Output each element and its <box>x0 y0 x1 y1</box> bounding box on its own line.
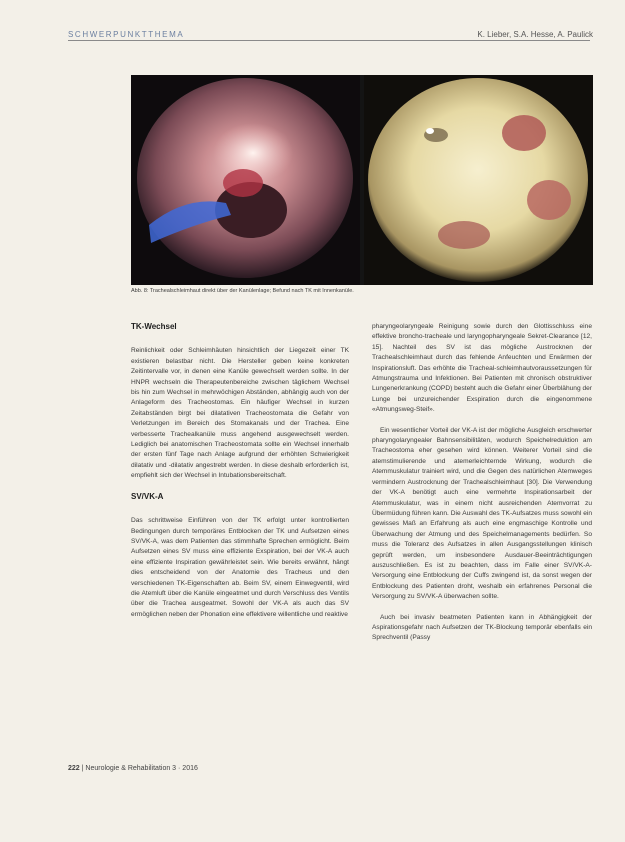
paragraph: pharyngeolaryngeale Reinigung sowie durch den Glottisschluss eine effektive broncho-tracheale und laryngopharyngeale Sekret-Clearance [12, 15]. Nachteil des SV ist das mögliche Austrocknen der Trachealschleimhaut durch das fehlende Anfeuchten und Erwärmen der Inspirationsluft. Das erhöhte die Tracheal-schleimhautvoraussetzungen für Atmungstrauma und Infektionen. Bei Patienten mit chronisch obstruktiver Lungenerkrankung (COPD) besteht auch die Gefahr einer Überblähung der Lunge bei unzureichender Exspiration durch die eingenommene «Atmungsweg-Steif». <box>372 323 592 414</box>
paragraph: Das schrittweise Einführen von der TK erfolgt unter kontrollierten Bedingungen durch temporäres Entblocken der TK und Aufsetzen eines SV/VK-A, was dem Patienten das stimmhafte Sprechen ermöglicht. Beim Aufsetzen eines SV muss eine effiziente Exspiration, bei der VK-A auch eine effiziente Inspiration gewährleistet sein. Wie bereits erwähnt, hängt dies entscheidend von der Anatomie des Tracheus und den verschiedenen TK-Eigenschaften ab. Beim SV, einem Einwegventil, wird die Atemluft über die Kanüle eingeatmet und durch Verschluss des Ventils über die Trachea ausgeatmet. Sowohl der VK-A als auch das SV ermöglichen neben der Phonation eine effektivere willentliche und reaktive <box>131 517 349 618</box>
figure-caption: Abb. 8: Trachealschleimhaut direkt über der Kanülenlage; Befund nach TK mit Innenkanüle. <box>131 288 354 294</box>
page-number: 222 <box>68 765 80 772</box>
authors-line: K. Lieber, S.A. Hesse, A. Paulick <box>477 30 593 39</box>
heading-tk-wechsel: TK-Wechsel <box>131 322 177 331</box>
endoscopy-figure <box>131 75 593 285</box>
paragraph: Auch bei invasiv beatmeten Patienten kann in Abhängigkeit der Aspirationsgefahr nach Aufsetzen der TK-Blockung temporär ebenfalls ein Sprechventil (Passy <box>372 613 592 642</box>
journal-name: Neurologie & Rehabilitation 3 · 2016 <box>85 765 198 772</box>
heading-sv-vka: SV/VK-A <box>131 491 164 501</box>
endoscopy-image-right <box>364 75 593 285</box>
section-tag: SCHWERPUNKTTHEMA <box>68 30 185 39</box>
left-column <box>131 322 349 630</box>
footer-divider: | <box>81 765 86 772</box>
right-column <box>372 322 592 654</box>
page-footer <box>68 765 198 772</box>
header-rule <box>68 40 590 41</box>
paragraph: Reinlichkeit oder Schleimhäuten hinsichtlich der Liegezeit einer TK existieren belastbar nicht. Die Hersteller geben keine konkreten Zeitintervalle vor, in denen eine Kanüle gewechselt werden sollte. In der HNPR wechseln die Therapeutenbereiche zwischen täglichem Wechsel bis hin zum Wechsel in mehrwöchigen Abständen, abhängig auch von der Anlageform des Tracheostomas. Ein häufiger Wechsel in kurzen Zeitabständen birgt bei dilatativen Tracheostomata die Gefahr von Verletzungen im Bereich des Stomakanals und der Trachea. Eine verbesserte Trachealkanüle muss angehend ausgewechselt werden. Lediglich bei anatomischen Tracheostomata sollte ein Wechsel innerhalb der ersten fünf Tage nach Anlage aufgrund der erhöhten Schwierigkeit dilatativ und -dilatativ angestrebt werden. In diese deshalb erforderlich ist, empfiehlt sich der Wechsel in Intubationsbereitschaft. <box>131 347 349 480</box>
paragraph: Ein wesentlicher Vorteil der VK-A ist der mögliche Ausgleich erschwerter pharyngolaryngealer Bahnsensibilitäten, wodurch Speichelreduktion am Tracheostoma eher gesehen wird können. Weiterer Vorteil sind die atemstimulierende und atemerleichternde Wirkung, wodurch die Atemmuskulatur trainiert wird, und die Gegen des natürlichen Atemweges vermindern Austrocknung der Trachealschleimhaut [30]. Die Verwendung der VK-A benötigt auch eine vermehrte Inspirationsarbeit der Atemmuskulatur, was in einem nicht ausreichenden Atemvorrat zu Übermüdung führen kann. Die Auswahl des TK-Aufsatzes muss sowohl ein gewisses Maß an Erfahrung als auch eine engmaschige Kontrolle und Überwachung der Atmung und des Speichelmanagements bedürfen. So muss die Toleranz des Aufsatzes in allen Ausgangsstellungen klinisch geprüft werden, um insbesondere Ausdauer-Beeinträchtigungen auszuschließen. Es ist zu beachten, dass im Falle einer SV/VK-A-Versorgung eine Entblockung der Cuffs zwingend ist, da sonst wegen der Entblockung des Patienten droht, weshalb ein erfahrenes Personal die Versorgung zu SV/VK-A überwachen sollte. <box>372 426 592 601</box>
endoscopy-image-left <box>131 75 360 285</box>
